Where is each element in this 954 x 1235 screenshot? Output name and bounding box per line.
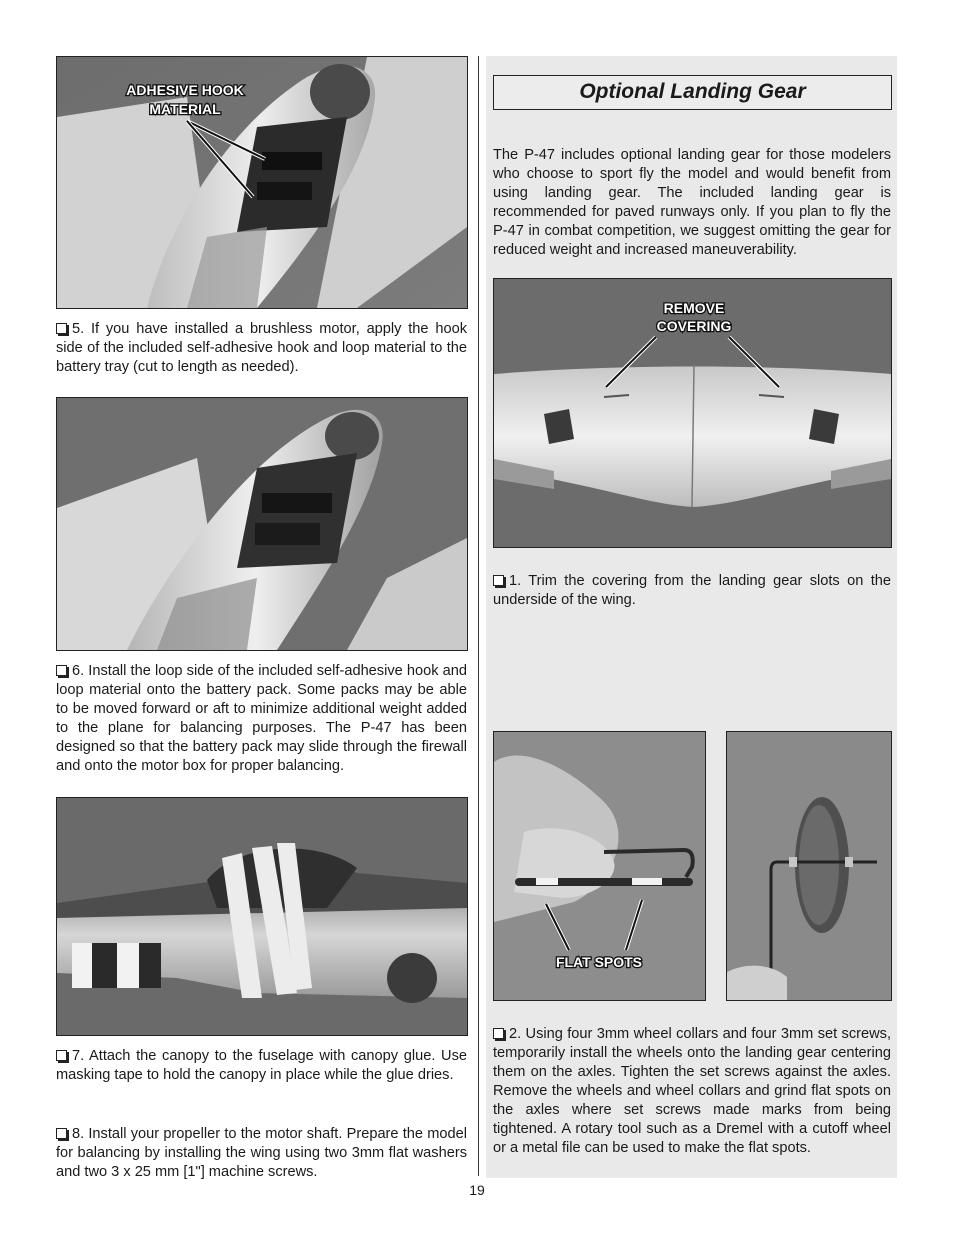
photo-wheel-on-axle	[726, 731, 892, 1001]
wing-label-line1: REMOVE	[663, 300, 725, 316]
step-6-text: 6. Install the loop side of the included self-adhesive hook and loop material onto the battery pack. Some packs may be able to be moved forward or aft to minimize additional weight added to the plane for balancing purposes. The P-47 has been designed so that the battery pack may slide through the firewall and onto the motor box for proper balancing.	[56, 663, 467, 774]
checkbox-icon	[56, 1050, 67, 1061]
column-divider	[478, 56, 479, 1176]
checkbox-icon	[493, 575, 504, 586]
step-1-text: 1. Trim the covering from the landing gear slots on the underside of the wing.	[493, 573, 891, 608]
step-5-text: 5. If you have installed a brushless motor, apply the hook side of the included self-adhesive hook and loop material to the battery tray (cut to length as needed).	[56, 321, 467, 375]
photo-wing-underside	[493, 278, 892, 548]
checkbox-icon	[56, 323, 67, 334]
flat-spots-label: FLAT SPOTS	[555, 954, 643, 970]
checkbox-icon	[56, 1128, 67, 1139]
step-2-text: 2. Using four 3mm wheel collars and four 3mm set screws, temporarily install the wheels onto the landing gear centering them on the axles. Tighten the set screws against the axles. Remove the wheels and wheel collars and grind flat spots on the axles where set screws made marks from being tightened. A rotary tool such as a Dremel with a cutoff wheel or a metal file can be used to make the flat spots.	[493, 1026, 891, 1156]
section-title-box	[493, 75, 892, 110]
hook-label-line1: ADHESIVE HOOK	[126, 82, 244, 98]
hook-label-line2: MATERIAL	[149, 101, 221, 117]
landing-gear-intro: The P-47 includes optional landing gear for those modelers who choose to sport fly the model and would benefit from using landing gear. The included landing gear is recommended for paved runways only. If you plan to fly the P-47 in combat competition, we suggest omitting the gear for reduced weight and increased maneuverability.	[493, 147, 891, 258]
photo-canopy-taped	[56, 797, 468, 1036]
photo-battery-tray-hook	[56, 56, 468, 309]
section-title: Optional Landing Gear	[579, 80, 806, 103]
photo-axle-flat-spots	[493, 731, 706, 1001]
page-number: 19	[469, 1182, 485, 1198]
wing-label-line2: COVERING	[656, 318, 732, 334]
checkbox-icon	[56, 665, 67, 676]
checkbox-icon	[493, 1028, 504, 1039]
step-8-text: 8. Install your propeller to the motor shaft. Prepare the model for balancing by installing the wing using two 3mm flat washers and two 3 x 25 mm [1"] machine screws.	[56, 1126, 467, 1180]
photo-battery-pack	[56, 397, 468, 651]
step-7-text: 7. Attach the canopy to the fuselage with canopy glue. Use masking tape to hold the canopy in place while the glue dries.	[56, 1048, 467, 1083]
